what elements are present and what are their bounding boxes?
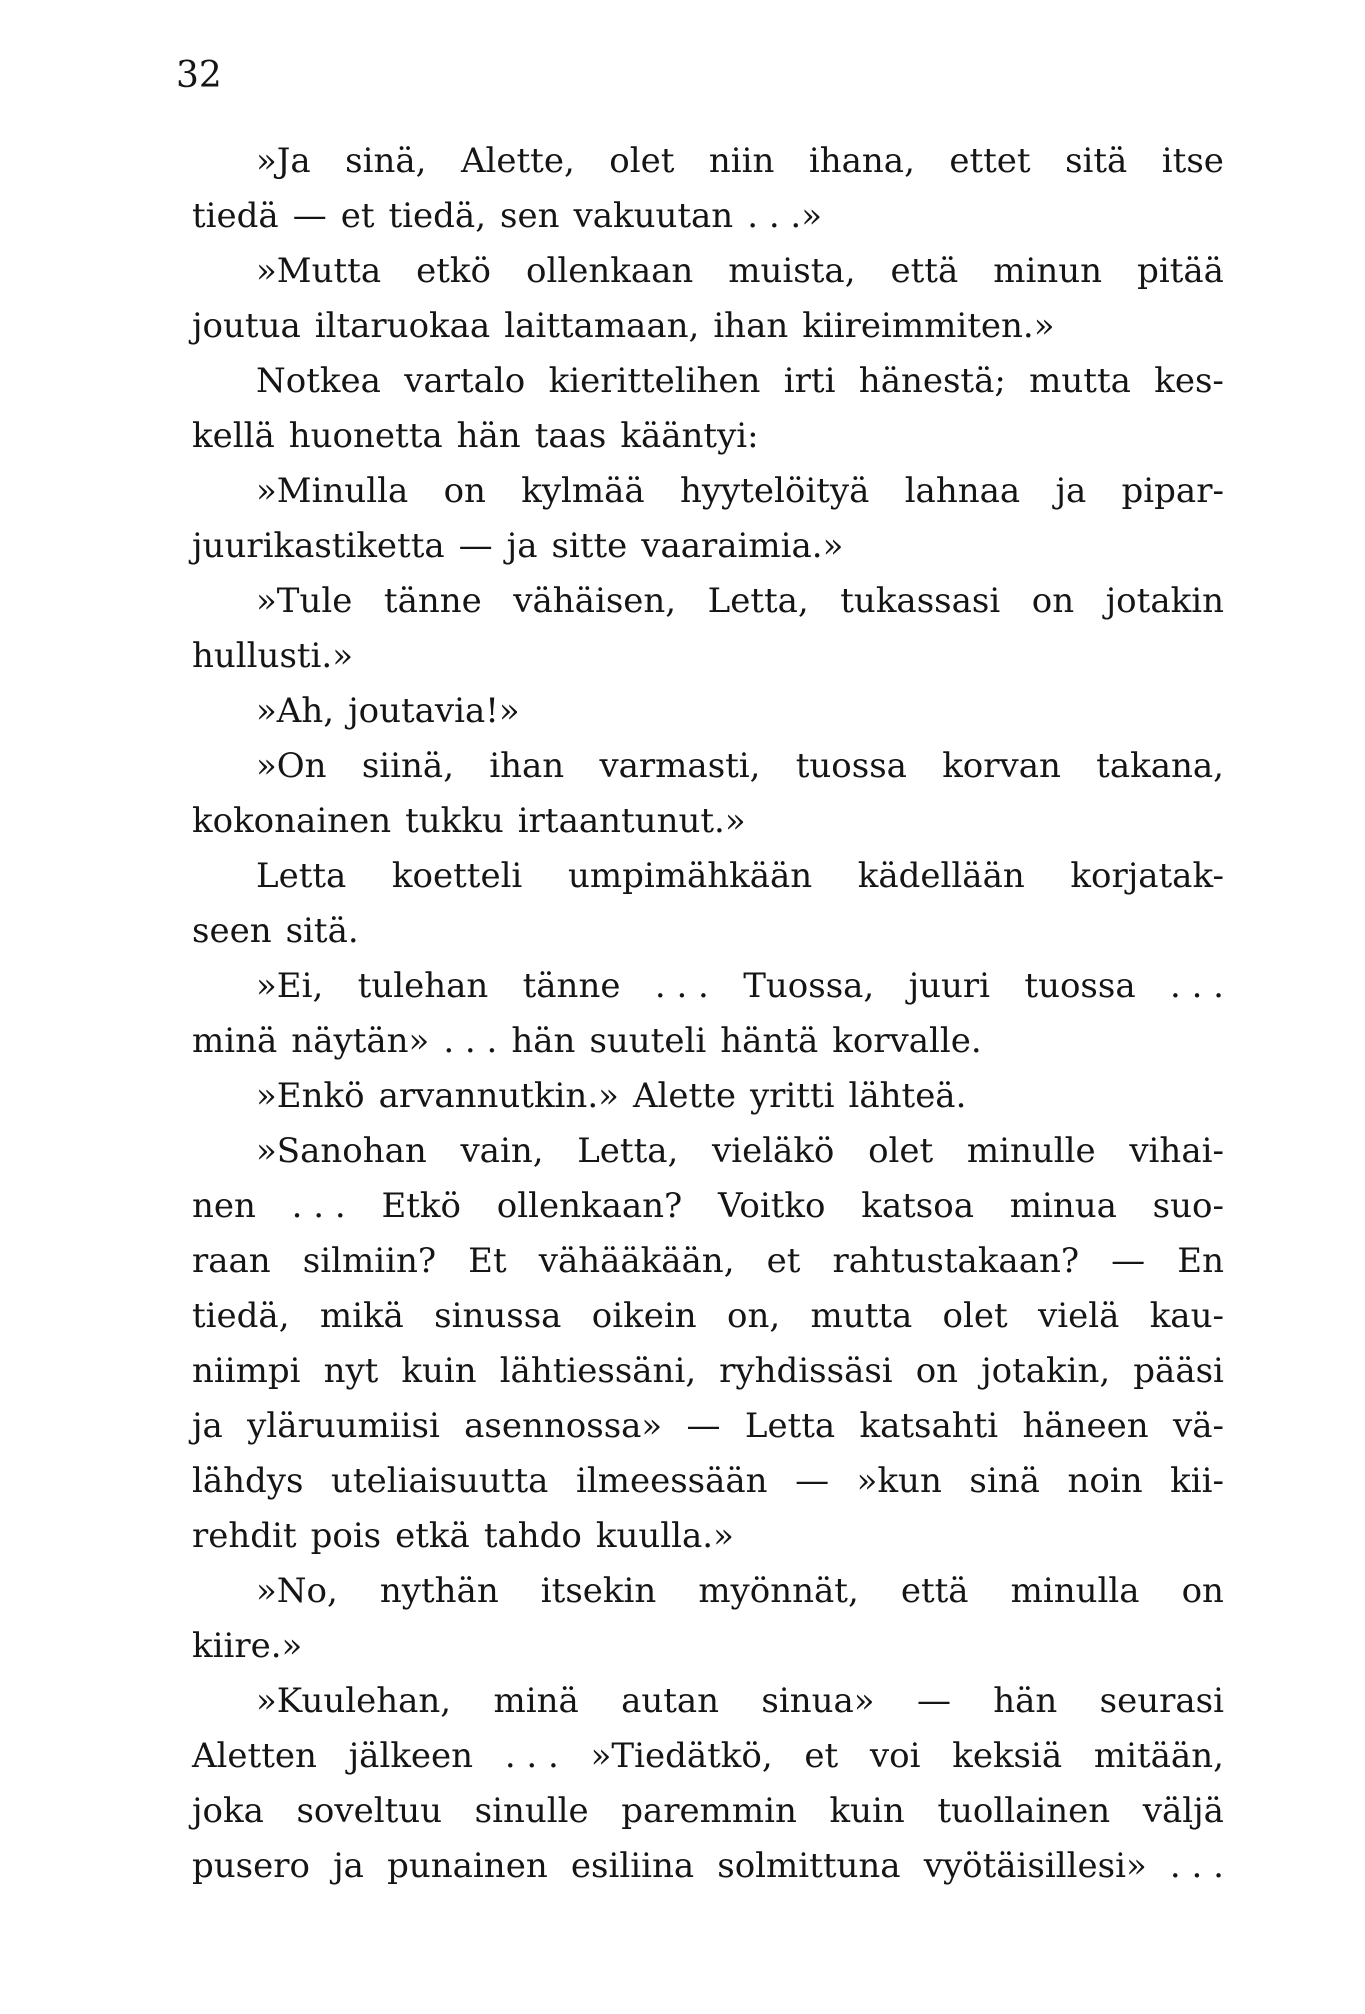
word: Letta, — [577, 1131, 679, 1171]
word: korjatak- — [1070, 856, 1224, 896]
word: tahdo — [483, 1516, 582, 1556]
text-line — [192, 299, 1224, 354]
word: »kun — [856, 1461, 942, 1501]
word: irti — [783, 361, 836, 401]
word: yritti — [749, 1076, 835, 1116]
word: ihan — [489, 746, 565, 786]
word: hullusti.» — [192, 636, 354, 676]
word: sitä — [1065, 141, 1128, 181]
text-line — [192, 464, 1224, 519]
text-line — [192, 959, 1224, 1014]
word: mitään, — [1093, 1736, 1224, 1776]
word: ollenkaan? — [496, 1186, 683, 1226]
word: on — [1031, 581, 1075, 621]
word: ja — [192, 1406, 223, 1446]
word: . . . — [654, 966, 709, 1006]
text-line — [192, 794, 1224, 849]
word: kädellään — [857, 856, 1025, 896]
word: yläruumiisi — [247, 1406, 440, 1446]
word: »Sanohan — [256, 1131, 427, 1171]
page-number: 32 — [176, 55, 222, 96]
word: joutua — [192, 306, 301, 346]
word: kääntyi: — [620, 416, 759, 456]
text-line — [192, 409, 1224, 464]
word: paremmin — [621, 1791, 797, 1831]
word: myönnät, — [698, 1571, 859, 1611]
word: mikä — [319, 1296, 404, 1336]
word: minun — [993, 251, 1103, 291]
text-line — [192, 1729, 1224, 1784]
word: uteliaisuutta — [331, 1461, 549, 1501]
word: katsahti — [859, 1406, 999, 1446]
word: ja — [506, 526, 538, 566]
word: seurasi — [1099, 1681, 1224, 1721]
text-line — [192, 1069, 1224, 1124]
word: häneen — [1022, 1406, 1149, 1446]
word: olet — [868, 1131, 934, 1171]
text-line — [192, 1564, 1224, 1619]
text-line — [192, 1344, 1224, 1399]
word: korvalle. — [832, 1021, 982, 1061]
word: tukassasi — [840, 581, 1001, 621]
word: ryhdissäsi — [719, 1351, 893, 1391]
word: nen — [192, 1186, 256, 1226]
word: juuri — [908, 966, 991, 1006]
word: joutavia!» — [348, 691, 520, 731]
word: tuossa — [1024, 966, 1136, 1006]
word: vakuutan — [573, 196, 734, 236]
word: ihan — [713, 306, 789, 346]
word: sinulle — [474, 1791, 589, 1831]
word: tuollainen — [937, 1791, 1111, 1831]
word: »Ja — [256, 141, 311, 181]
word: sitä. — [285, 911, 359, 951]
word: siinä, — [361, 746, 454, 786]
word: sinä, — [345, 141, 427, 181]
word: punainen — [387, 1846, 548, 1886]
word: »Ah, — [256, 691, 335, 731]
word: »Kuulehan, — [256, 1681, 452, 1721]
word: Alette — [632, 1076, 736, 1116]
word: minulla — [1010, 1571, 1140, 1611]
word: ja — [333, 1846, 364, 1886]
word: solmittuna — [717, 1846, 901, 1886]
word: tiedä, — [388, 196, 487, 236]
word: tiedä — [192, 196, 279, 236]
word: on, — [726, 1296, 781, 1336]
text-line — [192, 244, 1224, 299]
word: ilmeessään — [575, 1461, 768, 1501]
word: itsekin — [540, 1571, 657, 1611]
word: kylmää — [521, 471, 645, 511]
word: jotakin — [1105, 581, 1224, 621]
word: lähtiessäni, — [499, 1351, 697, 1391]
word: tiedä, — [192, 1296, 290, 1336]
text-line — [192, 1784, 1224, 1839]
word: oikein — [591, 1296, 697, 1336]
word: vielä — [1038, 1296, 1120, 1336]
text-line — [192, 1839, 1224, 1894]
word: et — [340, 196, 375, 236]
word: — — [916, 1681, 951, 1721]
word: katsoa — [861, 1186, 974, 1226]
word: asennossa» — [464, 1406, 663, 1446]
word: — — [686, 1406, 721, 1446]
text-line — [192, 904, 1224, 959]
word: laittamaan, — [504, 306, 700, 346]
word: vyötäisillesi» — [923, 1846, 1147, 1886]
word: pipar- — [1121, 471, 1224, 511]
word: juurikastiketta — [192, 526, 445, 566]
word: olet — [942, 1296, 1008, 1336]
word: voi — [869, 1736, 921, 1776]
word: vaaraimia.» — [641, 526, 844, 566]
word: tukku — [405, 801, 504, 841]
word: koetteli — [391, 856, 523, 896]
word: noin — [1067, 1461, 1143, 1501]
word: pääsi — [1133, 1351, 1224, 1391]
word: Et — [468, 1241, 507, 1281]
word: takana, — [1096, 746, 1224, 786]
word: et — [766, 1241, 801, 1281]
word: vähääkään, — [538, 1241, 735, 1281]
word: iltaruokaa — [314, 306, 491, 346]
word: Notkea — [256, 361, 381, 401]
word: pois — [310, 1516, 382, 1556]
word: tänne — [383, 581, 482, 621]
word: — — [292, 196, 327, 236]
word: — — [458, 526, 493, 566]
word: kau- — [1149, 1296, 1224, 1336]
word: suo- — [1152, 1186, 1224, 1226]
word: jälkeen — [348, 1736, 474, 1776]
word: vä- — [1173, 1406, 1224, 1446]
word: mutta — [1029, 361, 1131, 401]
word: varmasti, — [599, 746, 761, 786]
word: arvannutkin.» — [378, 1076, 619, 1116]
word: silmiin? — [302, 1241, 437, 1281]
text-line — [192, 519, 1224, 574]
word: lähteä. — [848, 1076, 967, 1116]
word: . . . — [443, 1021, 498, 1061]
word: huonetta — [288, 416, 443, 456]
word: rehdit — [192, 1516, 297, 1556]
word: vain, — [460, 1131, 544, 1171]
word: olet — [609, 141, 675, 181]
word: kiireimmiten.» — [802, 306, 1055, 346]
word: irtaantunut.» — [517, 801, 746, 841]
text-line — [192, 1674, 1224, 1729]
word: Voitko — [717, 1186, 826, 1226]
word: — — [1111, 1241, 1146, 1281]
word: esiliina — [570, 1846, 695, 1886]
word: »Mutta — [256, 251, 382, 291]
word: kuin — [401, 1351, 477, 1391]
word: »Tiedätkö, — [590, 1736, 773, 1776]
word: häntä — [720, 1021, 819, 1061]
text-line — [192, 1289, 1224, 1344]
word: sitte — [551, 526, 628, 566]
word: rahtustakaan? — [832, 1241, 1080, 1281]
word: hän — [456, 416, 521, 456]
word: on — [443, 471, 486, 511]
word: — — [795, 1461, 830, 1501]
word: ja — [1055, 471, 1087, 511]
word: ollenkaan — [526, 251, 694, 291]
text-line — [192, 629, 1224, 684]
word: . . . — [1169, 1846, 1224, 1886]
text-line — [192, 684, 1224, 739]
word: etkö — [416, 251, 491, 291]
word: tuossa — [795, 746, 907, 786]
word: kuulla.» — [595, 1516, 734, 1556]
word: et — [804, 1736, 839, 1776]
word: pusero — [192, 1846, 310, 1886]
word: kuin — [829, 1791, 905, 1831]
word: niin — [708, 141, 775, 181]
word: »Tule — [256, 581, 353, 621]
text-line — [192, 134, 1224, 189]
word: että — [890, 251, 959, 291]
word: niimpi — [192, 1351, 301, 1391]
text-line — [192, 1014, 1224, 1069]
word: sen — [500, 196, 560, 236]
word: kokonainen — [192, 801, 392, 841]
word: taas — [534, 416, 607, 456]
word: sinä — [969, 1461, 1040, 1501]
word: muista, — [728, 251, 856, 291]
word: mutta — [810, 1296, 913, 1336]
word: Tuossa, — [743, 966, 875, 1006]
word: . . . — [1169, 966, 1224, 1006]
text-line — [192, 1179, 1224, 1234]
word: Letta, — [707, 581, 809, 621]
word: etkä — [395, 1516, 470, 1556]
text-line — [192, 1454, 1224, 1509]
word: Letta — [744, 1406, 836, 1446]
word: Etkö — [381, 1186, 461, 1226]
word: pitää — [1137, 251, 1224, 291]
word: joka — [192, 1791, 264, 1831]
word: on — [915, 1351, 959, 1391]
word: että — [900, 1571, 969, 1611]
text-line — [192, 1124, 1224, 1179]
text-line — [192, 739, 1224, 794]
word: »No, — [256, 1571, 338, 1611]
word: minua — [1009, 1186, 1117, 1226]
word: hänestä; — [858, 361, 1006, 401]
word: vähäisen, — [513, 581, 677, 621]
text-line — [192, 1619, 1224, 1674]
word: sinussa — [434, 1296, 562, 1336]
word: autan — [621, 1681, 720, 1721]
word: Alette, — [460, 141, 575, 181]
word: itse — [1161, 141, 1224, 181]
word: ettet — [949, 141, 1031, 181]
word: kes- — [1154, 361, 1224, 401]
text-line — [192, 1234, 1224, 1289]
word: tulehan — [357, 966, 489, 1006]
word: kierittelihen — [548, 361, 761, 401]
word: suuteli — [589, 1021, 707, 1061]
word: Letta — [256, 856, 347, 896]
word: keksiä — [952, 1736, 1063, 1776]
word: minulle — [966, 1131, 1096, 1171]
word: nyt — [323, 1351, 379, 1391]
word: »Enkö — [256, 1076, 365, 1116]
text-line — [192, 189, 1224, 244]
word: sinua» — [761, 1681, 875, 1721]
word: En — [1177, 1241, 1224, 1281]
word: vartalo — [404, 361, 526, 401]
word: tänne — [522, 966, 621, 1006]
word: kellä — [192, 416, 275, 456]
text-line — [192, 1399, 1224, 1454]
word: kiire.» — [192, 1626, 303, 1666]
word: seen — [192, 911, 272, 951]
word: »On — [256, 746, 327, 786]
word: korvan — [942, 746, 1061, 786]
word: umpimähkään — [567, 856, 813, 896]
word: . . . — [291, 1186, 346, 1226]
word: »Ei, — [256, 966, 324, 1006]
text-line — [192, 574, 1224, 629]
text-line — [192, 1509, 1224, 1564]
word: vieläkö — [711, 1131, 835, 1171]
word: hän — [511, 1021, 576, 1061]
text-line — [192, 354, 1224, 409]
word: väljä — [1142, 1791, 1224, 1831]
word: lahnaa — [904, 471, 1021, 511]
word: vihai- — [1129, 1131, 1224, 1171]
word: »Minulla — [256, 471, 409, 511]
word: . . . — [504, 1736, 559, 1776]
body-text — [192, 134, 1224, 1894]
word: hyytelöityä — [679, 471, 870, 511]
word: nythän — [379, 1571, 499, 1611]
word: kii- — [1170, 1461, 1224, 1501]
word: on — [1181, 1571, 1224, 1611]
word: minä — [192, 1021, 278, 1061]
word: . . .» — [747, 196, 823, 236]
word: näytän» — [291, 1021, 430, 1061]
word: minä — [493, 1681, 579, 1721]
word: soveltuu — [296, 1791, 443, 1831]
word: hän — [993, 1681, 1058, 1721]
text-line — [192, 849, 1224, 904]
word: jotakin, — [981, 1351, 1111, 1391]
word: ihana, — [808, 141, 915, 181]
word: lähdys — [192, 1461, 304, 1501]
word: Aletten — [192, 1736, 317, 1776]
word: raan — [192, 1241, 271, 1281]
